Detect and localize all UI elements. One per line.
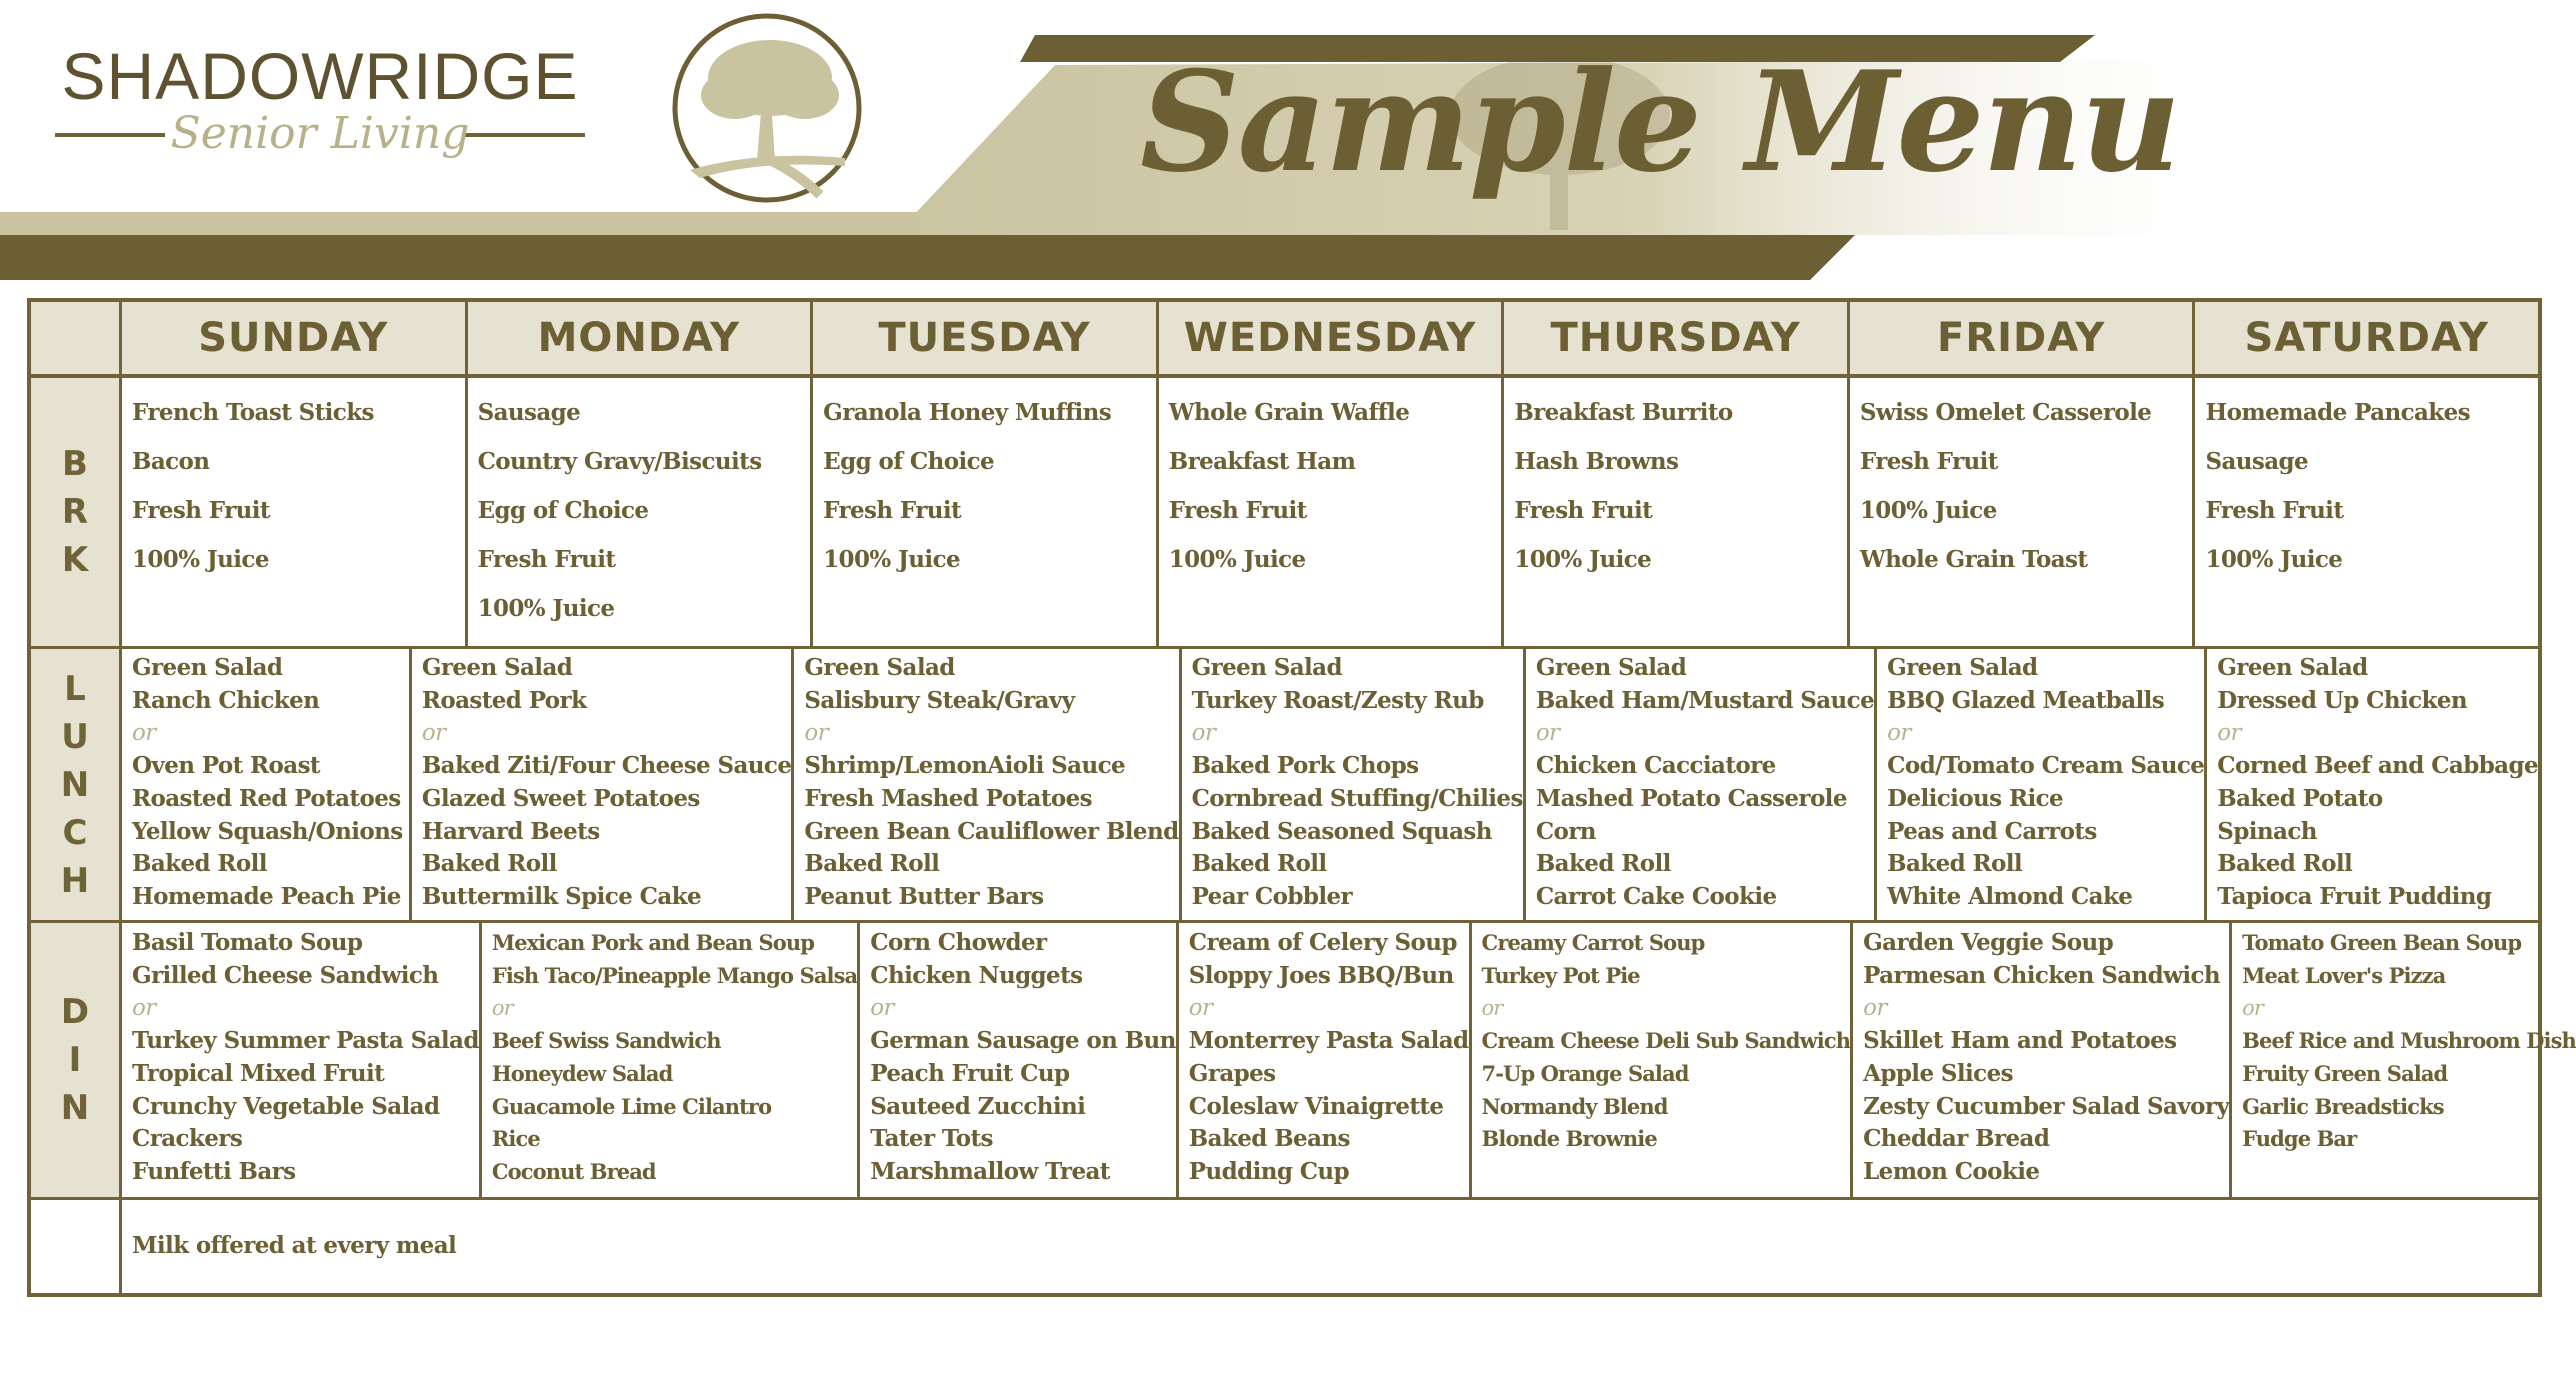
meal-cell xyxy=(1179,923,1472,1197)
menu-item: 100% Juice xyxy=(132,546,269,573)
menu-item: Buttermilk Spice Cake xyxy=(421,882,702,910)
menu-item: Zesty Cucumber Salad Savory xyxy=(1863,1092,2230,1120)
menu-item: Peach Fruit Cup xyxy=(870,1059,1070,1087)
meal-cell xyxy=(1182,649,1526,920)
menu-item: Homemade Peach Pie xyxy=(132,882,401,910)
menu-item: 100% Juice xyxy=(823,546,961,573)
menu-item: Glazed Sweet Potatoes xyxy=(421,784,700,812)
menu-item: Pear Cobbler xyxy=(1191,882,1353,910)
menu-item: Whole Grain Toast xyxy=(1859,546,2088,573)
day-header-row xyxy=(31,302,2538,378)
or-separator: or xyxy=(804,720,829,747)
menu-item: Sausage xyxy=(2205,448,2309,475)
menu-item: Bacon xyxy=(132,448,210,475)
menu-item: Funfetti Bars xyxy=(132,1157,296,1185)
menu-item: Tapioca Fruit Pudding xyxy=(2217,882,2492,910)
meal-cell xyxy=(122,923,482,1197)
meal-cell xyxy=(794,649,1181,920)
menu-item: 7-Up Orange Salad xyxy=(1481,1060,1689,1086)
menu-item: Peas and Carrots xyxy=(1887,817,2097,845)
menu-item: Cream Cheese Deli Sub Sandwich xyxy=(1481,1028,1851,1054)
menu-item: Egg of Choice xyxy=(477,497,649,524)
or-separator: or xyxy=(491,996,513,1021)
menu-item: Green Salad xyxy=(132,654,283,681)
menu-item: Rice xyxy=(491,1126,540,1152)
menu-item: Pudding Cup xyxy=(1188,1157,1350,1185)
meal-cell xyxy=(468,378,814,646)
menu-item: Salisbury Steak/Gravy xyxy=(804,686,1075,714)
menu-item: Breakfast Burrito xyxy=(1514,399,1733,426)
menu-item: Crunchy Vegetable Salad xyxy=(132,1092,440,1120)
or-separator: or xyxy=(1887,720,1911,747)
menu-item: Roasted Red Potatoes xyxy=(132,784,401,812)
meal-cell xyxy=(1472,923,1854,1197)
meal-cell xyxy=(412,649,795,920)
lunch-label xyxy=(31,649,122,920)
menu-item: Garden Veggie Soup xyxy=(1863,929,2114,956)
menu-item: Baked Roll xyxy=(1191,850,1327,878)
brand-logo xyxy=(55,38,585,168)
menu-item: Green Salad xyxy=(1887,654,2038,681)
meal-cell xyxy=(2195,378,2538,646)
dinner-label xyxy=(31,923,122,1197)
meal-cell xyxy=(2207,649,2538,920)
or-separator: or xyxy=(132,995,156,1022)
menu-item: Blonde Brownie xyxy=(1481,1126,1657,1152)
menu-item: Shrimp/LemonAioli Sauce xyxy=(804,752,1126,780)
menu-item: Swiss Omelet Casserole xyxy=(1859,399,2152,426)
day-header-saturday: SATURDAY xyxy=(2244,315,2490,361)
menu-item: Grilled Cheese Sandwich xyxy=(132,961,439,989)
row-label-letter: K xyxy=(61,540,89,580)
menu-item: Homemade Pancakes xyxy=(2205,399,2470,426)
menu-item: Marshmallow Treat xyxy=(870,1157,1110,1185)
tree-logo-icon xyxy=(675,16,859,200)
day-header-sunday: SUNDAY xyxy=(122,302,468,374)
row-label-letter: H xyxy=(60,860,90,901)
menu-item: Green Salad xyxy=(1535,654,1687,681)
menu-item: Green Salad xyxy=(1191,654,1342,681)
menu-item: Sausage xyxy=(477,399,581,426)
row-label-letter: B xyxy=(62,444,88,484)
menu-item: Monterrey Pasta Salad xyxy=(1188,1027,1469,1055)
meal-cell xyxy=(1853,923,2232,1197)
menu-item: Corn xyxy=(1535,817,1596,845)
menu-item: 100% Juice xyxy=(1514,546,1652,573)
meal-cell xyxy=(1877,649,2207,920)
menu-item: 100% Juice xyxy=(477,595,615,622)
menu-item: Lemon Cookie xyxy=(1863,1157,2040,1185)
day-header-monday: MONDAY xyxy=(468,302,814,374)
menu-item: Fresh Fruit xyxy=(823,497,962,524)
menu-item: Baked Seasoned Squash xyxy=(1191,817,1492,845)
menu-item: Baked Roll xyxy=(2217,850,2353,878)
menu-item: Cornbread Stuffing/Chilies xyxy=(1191,784,1523,812)
header-banner xyxy=(0,0,2560,290)
menu-item: Breakfast Ham xyxy=(1168,448,1356,475)
menu-item: Skillet Ham and Potatoes xyxy=(1863,1027,2177,1055)
footer-label-cell xyxy=(31,1200,122,1293)
menu-item: Fresh Fruit xyxy=(132,497,270,524)
row-label-letter: I xyxy=(68,1040,82,1080)
menu-item: Roasted Pork xyxy=(421,686,587,714)
menu-item: Fresh Fruit xyxy=(1168,497,1307,524)
or-separator: or xyxy=(1481,996,1503,1021)
or-separator: or xyxy=(1191,720,1216,747)
menu-item: Green Salad xyxy=(421,654,573,681)
menu-item: Tropical Mixed Fruit xyxy=(132,1059,385,1087)
menu-item: Apple Slices xyxy=(1863,1059,2013,1087)
day-header-thursday: THURSDAY xyxy=(1504,302,1850,374)
meal-cell xyxy=(1850,378,2196,646)
menu-item: Hash Browns xyxy=(1514,448,1679,475)
day-header-wednesday: WEDNESDAY xyxy=(1159,302,1505,374)
menu-item: Whole Grain Waffle xyxy=(1168,399,1410,426)
menu-item: Baked Roll xyxy=(421,850,557,878)
page-title: Sample Menu xyxy=(1140,40,2180,203)
menu-item: Basil Tomato Soup xyxy=(132,929,363,956)
day-header-friday: FRIDAY xyxy=(1850,302,2196,374)
menu-item: Peanut Butter Bars xyxy=(804,882,1044,910)
menu-item: Baked Roll xyxy=(1887,850,2023,878)
menu-item: Mexican Pork and Bean Soup xyxy=(491,930,814,955)
meal-cell xyxy=(1526,649,1877,920)
menu-item: Sauteed Zucchini xyxy=(870,1092,1086,1120)
meal-cell xyxy=(122,378,468,646)
or-separator: or xyxy=(2242,996,2264,1021)
menu-item: Egg of Choice xyxy=(823,448,995,475)
menu-item: Meat Lover's Pizza xyxy=(2242,962,2446,988)
menu-item: BBQ Glazed Meatballs xyxy=(1887,686,2165,714)
footer-row xyxy=(31,1200,2538,1293)
menu-item: Corn Chowder xyxy=(870,929,1047,956)
menu-item: Ranch Chicken xyxy=(132,686,320,714)
menu-item: Fresh Fruit xyxy=(477,546,616,573)
menu-item: Chicken Cacciatore xyxy=(1535,752,1776,780)
menu-item: Fresh Fruit xyxy=(1514,497,1653,524)
menu-item: Turkey Roast/Zesty Rub xyxy=(1191,686,1484,714)
menu-item: Baked Roll xyxy=(1535,850,1671,878)
meal-cell xyxy=(1504,378,1850,646)
menu-item: Crackers xyxy=(132,1125,243,1153)
menu-item: Oven Pot Roast xyxy=(132,752,320,780)
brand-name: SHADOWRIDGE xyxy=(61,39,579,113)
menu-item: Carrot Cake Cookie xyxy=(1535,882,1777,910)
menu-item: Yellow Squash/Onions xyxy=(132,817,403,845)
menu-item: Corned Beef and Cabbage xyxy=(2217,752,2538,780)
menu-item: 100% Juice xyxy=(1168,546,1306,573)
meal-cell xyxy=(2232,923,2576,1197)
row-label-letter: N xyxy=(60,764,90,805)
breakfast-label xyxy=(31,378,122,646)
menu-item: Chicken Nuggets xyxy=(870,961,1083,989)
or-separator: or xyxy=(2217,720,2241,747)
footer-note: Milk offered at every meal xyxy=(132,1232,457,1259)
menu-item: Cream of Celery Soup xyxy=(1188,929,1457,956)
menu-item: Turkey Pot Pie xyxy=(1481,962,1640,988)
row-label-letter: U xyxy=(61,716,89,757)
meal-cell xyxy=(1159,378,1505,646)
menu-item: Turkey Summer Pasta Salad xyxy=(132,1027,479,1055)
menu-item: Delicious Rice xyxy=(1887,784,2064,812)
menu-item: Mashed Potato Casserole xyxy=(1535,784,1847,812)
menu-item: 100% Juice xyxy=(2205,546,2343,573)
menu-item: Creamy Carrot Soup xyxy=(1481,930,1705,955)
menu-item: German Sausage on Bun xyxy=(870,1027,1176,1055)
menu-item: Granola Honey Muffins xyxy=(823,399,1112,426)
menu-item: Spinach xyxy=(2217,817,2317,845)
or-separator: or xyxy=(870,995,894,1022)
menu-item: Cheddar Bread xyxy=(1863,1125,2050,1153)
menu-item: French Toast Sticks xyxy=(132,399,374,426)
menu-item: Fresh Fruit xyxy=(2205,497,2344,524)
menu-item: Tomato Green Bean Soup xyxy=(2242,930,2522,955)
menu-item: Baked Pork Chops xyxy=(1191,752,1419,780)
menu-item: Green Salad xyxy=(2217,654,2368,681)
menu-item: Harvard Beets xyxy=(421,817,600,845)
menu-item: Fresh Mashed Potatoes xyxy=(804,784,1092,812)
meal-cell xyxy=(860,923,1179,1197)
row-label-letter: N xyxy=(60,1088,90,1128)
menu-item: Baked Potato xyxy=(2217,784,2383,812)
menu-item: Beef Rice and Mushroom Dish xyxy=(2242,1028,2576,1054)
or-separator: or xyxy=(1535,720,1560,747)
or-separator: or xyxy=(421,720,446,747)
menu-item: Baked Roll xyxy=(804,850,940,878)
row-label-letter: C xyxy=(62,812,88,853)
menu-item: Dressed Up Chicken xyxy=(2217,686,2467,714)
dark-stripe-bottom xyxy=(0,235,1855,280)
menu-item: Country Gravy/Biscuits xyxy=(477,448,762,475)
breakfast-row xyxy=(31,378,2538,649)
meal-cell xyxy=(482,923,860,1197)
menu-item: Tater Tots xyxy=(870,1125,993,1153)
menu-item: Fudge Bar xyxy=(2242,1126,2357,1152)
row-label-letter: R xyxy=(61,492,89,532)
meal-cell xyxy=(122,649,412,920)
menu-item: Baked Ham/Mustard Sauce xyxy=(1535,686,1875,714)
menu-item: Coleslaw Vinaigrette xyxy=(1188,1092,1444,1120)
corner-cell xyxy=(31,302,122,374)
menu-item: Beef Swiss Sandwich xyxy=(491,1028,721,1054)
menu-item: Coconut Bread xyxy=(491,1158,656,1184)
menu-item: Cod/Tomato Cream Sauce xyxy=(1887,752,2205,780)
meal-cell xyxy=(813,378,1159,646)
menu-item: Guacamole Lime Cilantro xyxy=(491,1093,772,1119)
or-separator: or xyxy=(1188,995,1213,1022)
menu-item: Baked Beans xyxy=(1188,1125,1350,1153)
menu-item: Normandy Blend xyxy=(1481,1093,1668,1119)
dinner-row xyxy=(31,923,2576,1200)
or-separator: or xyxy=(1863,995,1887,1022)
menu-item: Baked Roll xyxy=(132,850,267,878)
left-light-band xyxy=(0,212,1000,235)
menu-item: White Almond Cake xyxy=(1887,882,2133,910)
menu-item: Fresh Fruit xyxy=(1859,448,1998,475)
menu-item: Baked Ziti/Four Cheese Sauce xyxy=(421,752,792,780)
or-separator: or xyxy=(132,720,156,747)
lunch-row xyxy=(31,649,2538,923)
menu-item: Green Salad xyxy=(804,654,955,681)
menu-item: Sloppy Joes BBQ/Bun xyxy=(1188,961,1454,989)
menu-item: Fish Taco/Pineapple Mango Salsa xyxy=(491,962,858,988)
row-label-letter: L xyxy=(64,668,86,709)
menu-item: Fruity Green Salad xyxy=(2242,1060,2448,1086)
menu-item: Honeydew Salad xyxy=(491,1060,673,1086)
menu-item: Parmesan Chicken Sandwich xyxy=(1863,961,2220,989)
menu-item: Green Bean Cauliflower Blend xyxy=(804,817,1179,845)
brand-subtitle: Senior Living xyxy=(170,108,470,159)
menu-item: Garlic Breadsticks xyxy=(2242,1093,2444,1119)
row-label-letter: D xyxy=(60,992,90,1032)
day-header-tuesday: TUESDAY xyxy=(813,302,1159,374)
menu-table xyxy=(27,298,2576,1297)
menu-item: Grapes xyxy=(1188,1059,1276,1087)
menu-item: 100% Juice xyxy=(1859,497,1997,524)
